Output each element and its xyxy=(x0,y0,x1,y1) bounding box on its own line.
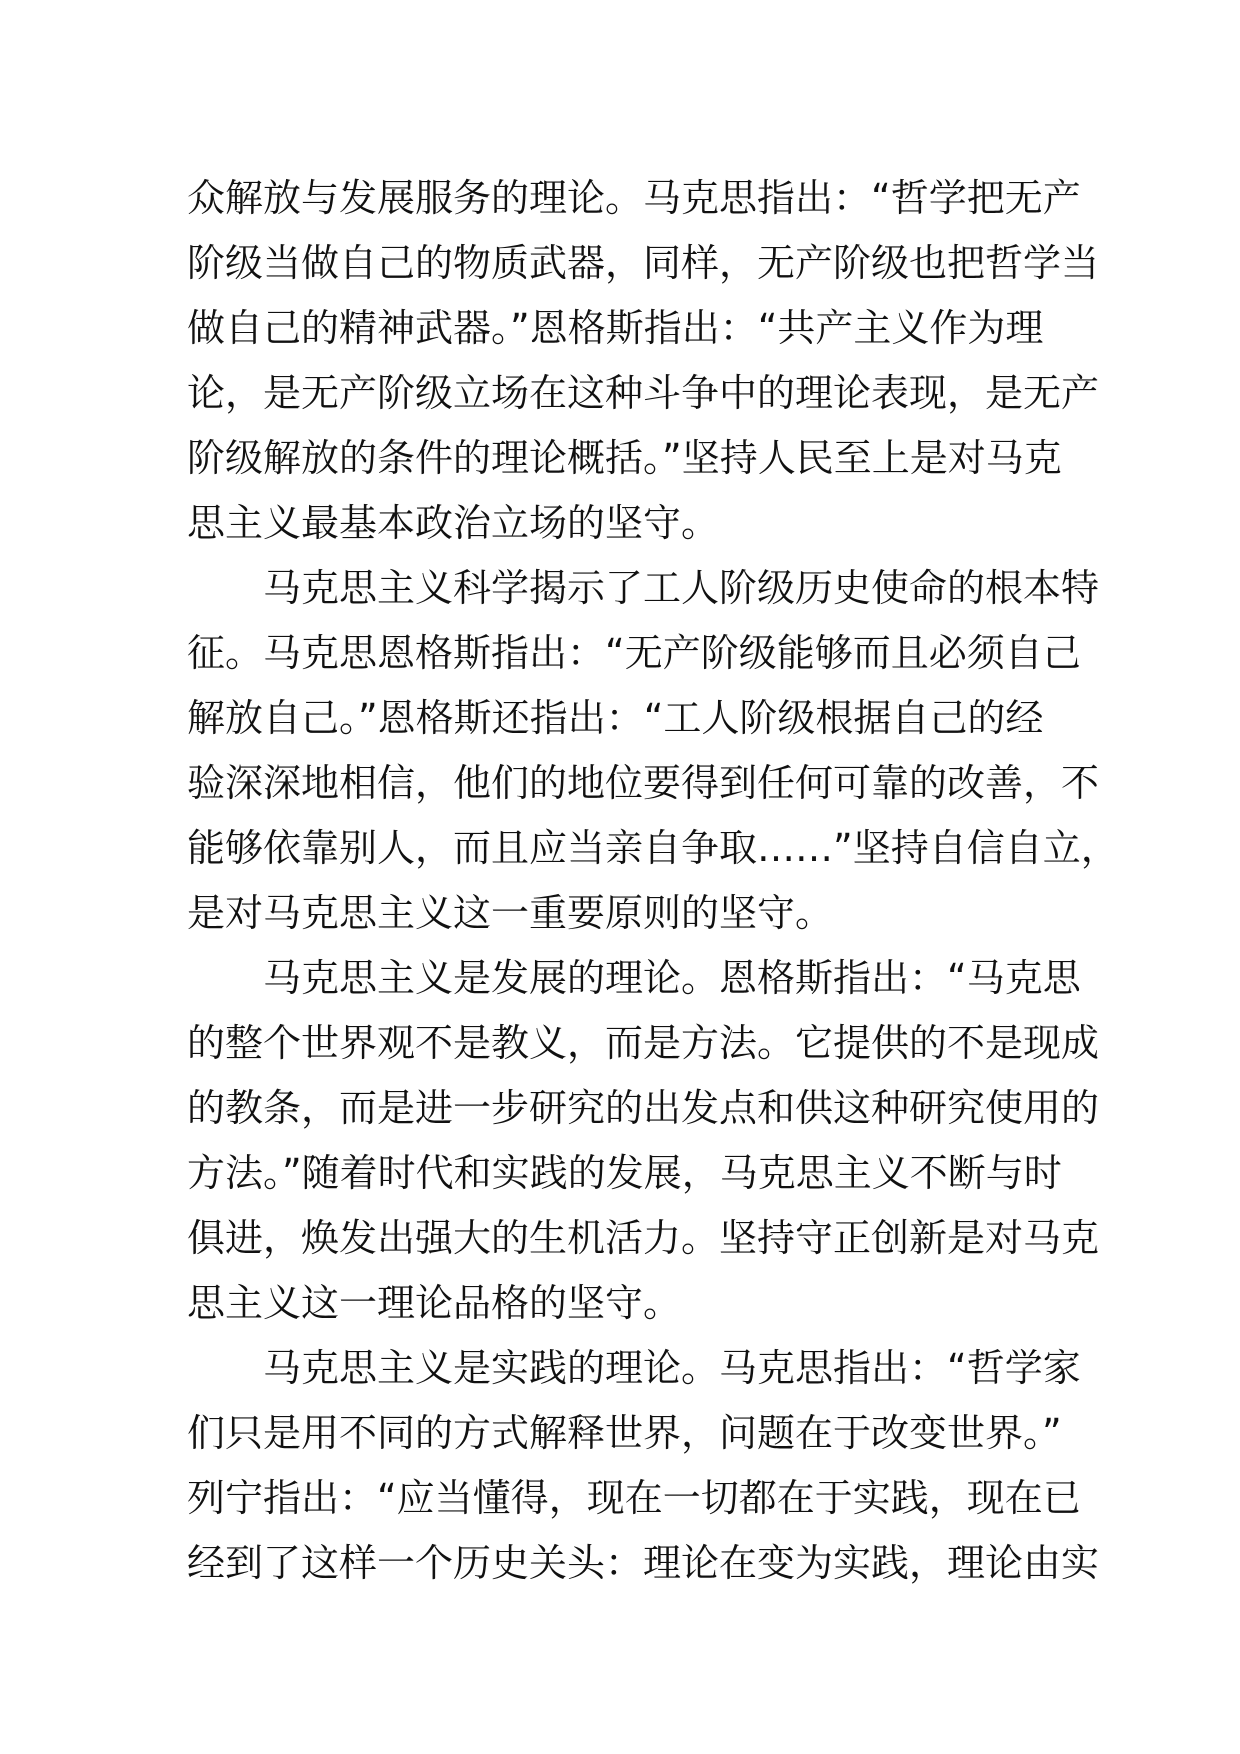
text-line: 思主义最基本政治立场的坚守。 xyxy=(187,501,720,545)
text-line: 思主义这一理论品格的坚守。 xyxy=(187,1281,682,1325)
text-line: 众解放与发展服务的理论。马克思指出：“哲学把无产 xyxy=(187,176,1081,220)
text-line: 做自己的精神武器。”恩格斯指出：“共产主义作为理 xyxy=(187,306,1044,350)
paragraph-start-line: 马克思主义是发展的理论。恩格斯指出：“马克思 xyxy=(263,956,1081,1000)
body-text xyxy=(187,166,1119,1596)
text-line: 阶级当做自己的物质武器，同样，无产阶级也把哲学当 xyxy=(187,241,1100,285)
text-line: 解放自己。”恩格斯还指出：“工人阶级根据自己的经 xyxy=(187,696,1044,740)
paragraph-start-line: 马克思主义是实践的理论。马克思指出：“哲学家 xyxy=(263,1346,1081,1390)
text-line: 论，是无产阶级立场在这种斗争中的理论表现，是无产 xyxy=(187,371,1100,415)
text-line: 俱进，焕发出强大的生机活力。坚持守正创新是对马克 xyxy=(187,1216,1100,1260)
text-line: 征。马克思恩格斯指出：“无产阶级能够而且必须自己 xyxy=(187,631,1081,675)
text-line: 是对马克思主义这一重要原则的坚守。 xyxy=(187,891,834,935)
paragraph-start-line: 马克思主义科学揭示了工人阶级历史使命的根本特 xyxy=(263,566,1100,610)
text-line: 阶级解放的条件的理论概括。”坚持人民至上是对马克 xyxy=(187,436,1062,480)
text-line: 验深深地相信，他们的地位要得到任何可靠的改善，不 xyxy=(187,761,1100,805)
text-line: 列宁指出：“应当懂得，现在一切都在于实践，现在已 xyxy=(187,1476,1081,1520)
text-line: 经到了这样一个历史关头：理论在变为实践，理论由实 xyxy=(187,1541,1100,1585)
text-line: 们只是用不同的方式解释世界，问题在于改变世界。” xyxy=(187,1411,1062,1455)
text-line: 的教条，而是进一步研究的出发点和供这种研究使用的 xyxy=(187,1086,1100,1130)
text-line: 方法。”随着时代和实践的发展，马克思主义不断与时 xyxy=(187,1151,1062,1195)
text-line: 能够依靠别人，而且应当亲自争取……”坚持自信自立， xyxy=(187,826,1119,870)
text-line: 的整个世界观不是教义，而是方法。它提供的不是现成 xyxy=(187,1021,1100,1065)
